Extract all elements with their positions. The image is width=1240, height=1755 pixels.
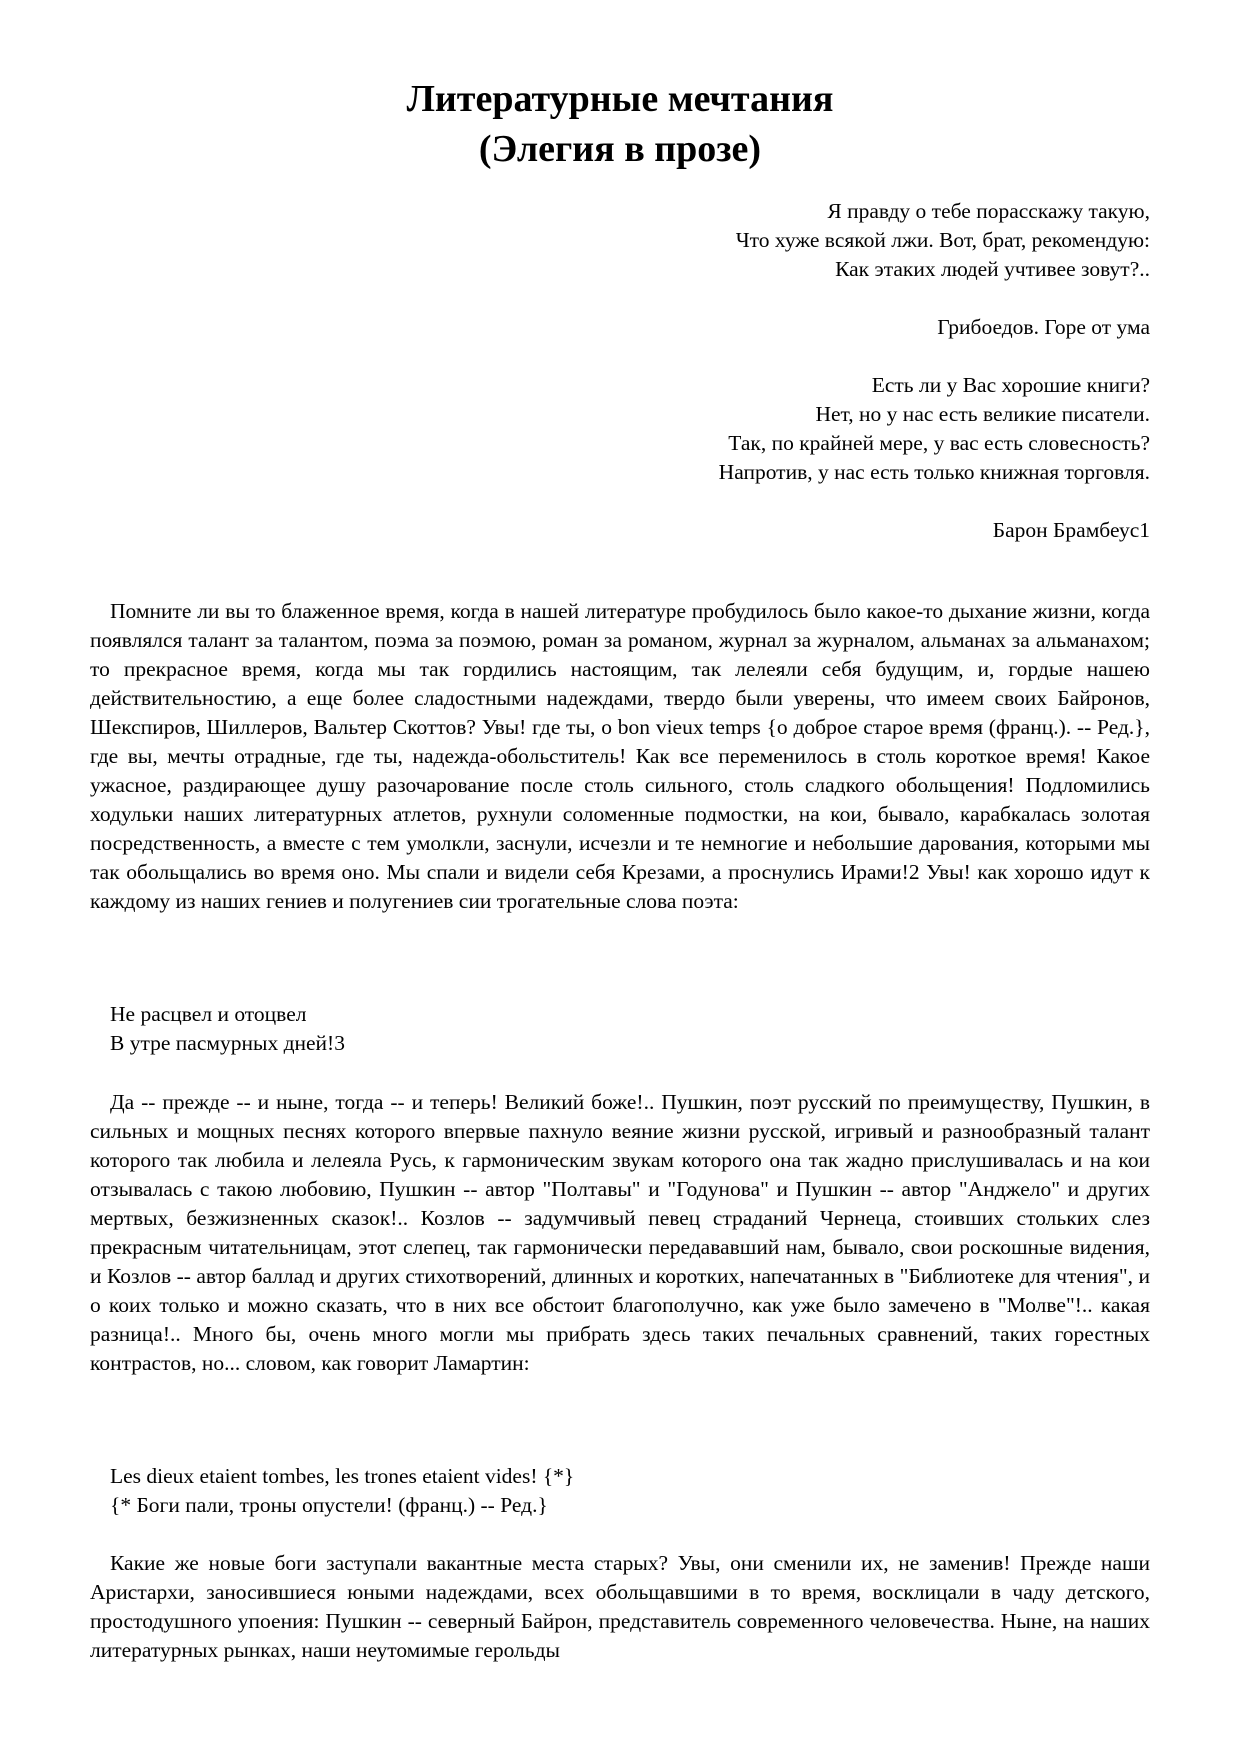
verse-quote: [110, 1000, 345, 1058]
title-main: Литературные мечтания: [406, 78, 834, 120]
epigraph-line: Напротив, у нас есть только книжная торговля.: [718, 460, 1150, 484]
verse-line: Les dieux etaient tombes, les trones etaient vides! {*}: [110, 1464, 575, 1488]
epigraph-line: Есть ли у Вас хорошие книги?: [871, 373, 1150, 397]
paragraph: Помните ли вы то блаженное время, когда в нашей литературе пробудилось было какое-то дыхание жизни, когда появлялся талант за талантом, поэма за поэмою, роман за романом, журнал за журналом, альманах за альманахом; то прекрасное время, когда мы так гордились настоящим, так лелеяли себя будущим, и, гордые нашею действительностию, а еще более сладостными надеждами, твердо были уверены, что имеем своих Байронов, Шекспиров, Шиллеров, Вальтер Скоттов? Увы! где ты, о bon vieux temps {о доброе старое время (франц.). -- Ред.}, где вы, мечты отрадные, где ты, надежда-обольститель! Как все переменилось в столь короткое время! Какое ужасное, раздирающее душу разочарование после столь сильного, столь сладкого обольщения! Подломились ходульки наших литературных атлетов, рухнули соломенные подмостки, на кои, бывало, карабкалась золотая посредственность, а вместе с тем умолкли, заснули, исчезли и те немногие и небольшие дарования, которыми мы так обольщались во время оно. Мы спали и видели себя Крезами, а проснулись Ирами!2 Увы! как хорошо идут к каждому из наших гениев и полугениев сии трогательные слова поэта:: [90, 599, 1150, 913]
verse-line: В утре пасмурных дней!3: [110, 1031, 345, 1055]
epigraph-line: Я правду о тебе порасскажу такую,: [827, 199, 1150, 223]
epigraph-attribution: Грибоедов. Горе от ума: [937, 315, 1150, 339]
epigraph-line: Так, по крайней мере, у вас есть словесность?: [728, 431, 1150, 455]
epigraph-line: Нет, но у нас есть великие писатели.: [815, 402, 1150, 426]
epigraph-line: Как этаких людей учтивее зовут?..: [835, 257, 1150, 281]
epigraph-line: Что хуже всякой лжи. Вот, брат, рекомендую:: [735, 228, 1150, 252]
paragraph: Какие же новые боги заступали вакантные места старых? Увы, они сменили их, не заменив! Прежде наши Аристархи, заносившиеся юными надеждами, всех обольщавшими в то время, восклицали в чаду детского, простодушного упоения: Пушкин -- северный Байрон, представитель современного человечества. Ныне, на наших литературных рынках, наши неутомимые герольды: [90, 1551, 1150, 1662]
epigraph-attribution: Барон Брамбеус1: [992, 518, 1150, 542]
verse-quote: [110, 1462, 574, 1520]
title-subtitle: (Элегия в прозе): [478, 128, 762, 170]
verse-footnote: {* Боги пали, троны опустели! (франц.) -- Ред.}: [110, 1493, 548, 1517]
verse-line: Не расцвел и отоцвел: [110, 1002, 307, 1026]
paragraph: Да -- прежде -- и ныне, тогда -- и теперь! Великий боже!.. Пушкин, поэт русский по преимуществу, Пушкин, в сильных и мощных песнях которого впервые пахнуло веяние жизни русской, игривый и разнообразный талант которого так любила и лелеяла Русь, к гармоническим звукам которого она так жадно прислушивалась и на кои отзывалась с такою любовию, Пушкин -- автор "Полтавы" и "Годунова" и Пушкин -- автор "Анджело" и других мертвых, безжизненных сказок!.. Козлов -- задумчивый певец страданий Чернеца, стоивших стольких слез прекрасным читательницам, этот слепец, так гармонически передававший нам, бывало, свои роскошные видения, и Козлов -- автор баллад и других стихотворений, длинных и коротких, напечатанных в "Библиотеке для чтения", и о коих только и можно сказать, что в них все обстоит благополучно, как уже было замечено в "Молве"!.. какая разница!.. Много бы, очень много могли мы прибрать здесь таких печальных сравнений, таких горестных контрастов, но... словом, как говорит Ламартин:: [90, 1090, 1150, 1375]
epigraph-griboedov: [736, 197, 1150, 284]
epigraph-brambeus: [719, 371, 1150, 487]
document-title: [0, 74, 1240, 174]
